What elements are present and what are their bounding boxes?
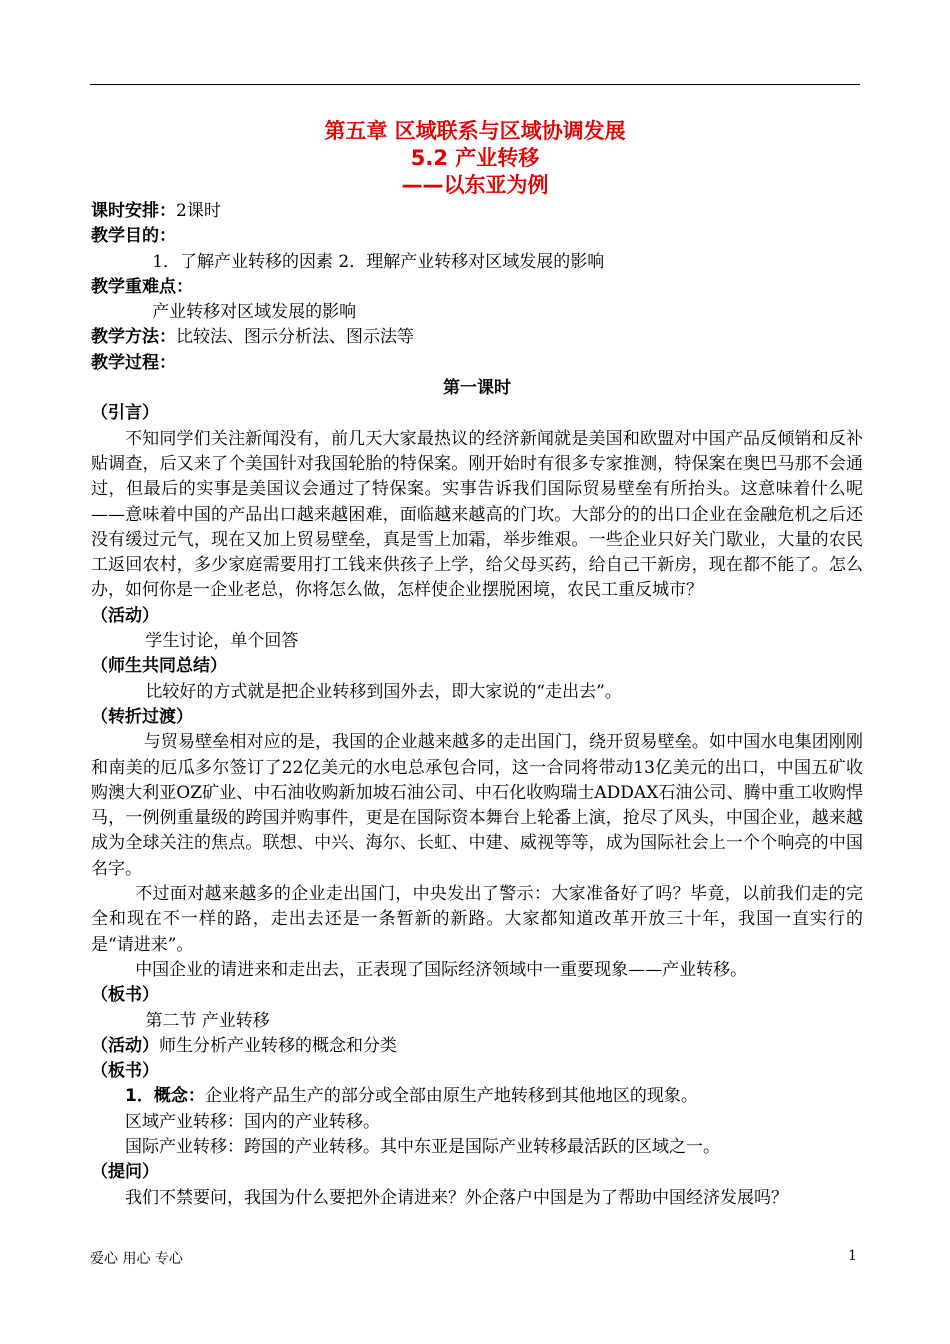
intro-text: 不知同学们关注新闻没有，前几天大家最热议的经济新闻就是美国和欧盟对中国产品反倾销和反补贴调查，后又来了个美国针对我国轮胎的特保案。刚开始时有很多专家推测，特保案在奥巴马那不会通过，但最后的实事是美国议会通过了特保案。实事告诉我们国际贸易壁垒有所抬头。这意味着什么呢——意味着中国的产品出口越来越困难，面临越来越高的门坎。大部分的的出口企业在金融危机之后还没有缓过元气，现在又加上贸易壁垒，真是雪上加霜，举步维艰。一些企业只好关门歇业，大量的农民工返回农村，多少家庭需要用打工钱来供孩子上学，给父母买药，给自己干新房，现在都不能了。怎么办，如何你是一企业老总，你将怎么做，怎样使企业摆脱困境，农民工重反城市？ (91, 428, 863, 601)
header-rule (90, 84, 860, 85)
board-text: 第二节 产业转移 (145, 1010, 270, 1031)
activity-label: （活动） (91, 605, 159, 626)
hours-value: 2课时 (176, 201, 221, 221)
transition-text-3: 中国企业的请进来和走出去，正表现了国际经济领域中一重要现象——产业转移。 (135, 959, 748, 980)
hours-row (91, 199, 863, 224)
page-number: 1 (848, 1248, 857, 1264)
activity2-text: 师生分析产业转移的概念和分类 (159, 1035, 397, 1056)
focus-label: 教学重难点： (91, 276, 193, 297)
method-row (91, 325, 863, 350)
intro-label: （引言） (91, 403, 159, 424)
concept-label: 1．概念： (125, 1086, 205, 1107)
chapter-title: 第五章 区域联系与区域协调发展 (324, 119, 626, 143)
document-body (91, 199, 863, 1211)
activity2-label: （活动） (91, 1035, 159, 1056)
concept-row (91, 1084, 863, 1109)
method-text: 比较法、图示分析法、图示法等 (176, 327, 414, 348)
section-subtitle: ——以东亚为例 (401, 173, 549, 197)
transition-label: （转折过渡） (91, 706, 193, 727)
summary-text: 比较好的方式就是把企业转移到国外去，即大家说的“走出去”。 (145, 681, 622, 702)
activity2-row (91, 1034, 863, 1059)
summary-label: （师生共同总结） (91, 656, 227, 677)
question-text: 我们不禁要问，我国为什么要把外企请进来？外企落户中国是为了帮助中国经济发展吗？ (125, 1187, 788, 1208)
transition-text-1: 与贸易壁垒相对应的是，我国的企业越来越多的走出国门，绕开贸易壁垒。如中国水电集团刚刚和南美的厄瓜多尔签订了22亿美元的水电总承包合同，这一合同将带动13亿美元的出口，中国五矿收购澳大利亚OZ矿业、中石油收购新加坡石油公司、中石化收购瑞士ADDAX石油公司、腾中重工收购悍马，一例例重量级的跨国并购事件，更是在国际资本舞台上轮番上演，抢尽了风头，中国企业，越来越成为全球关注的焦点。联想、中兴、海尔、长虹、中建、威视等等，成为国际社会上一个个响亮的中国名字。 (91, 732, 863, 879)
hours-label: 课时安排： (91, 201, 176, 221)
question-label: （提问） (91, 1162, 159, 1183)
process-label: 教学过程： (91, 352, 176, 373)
goals-text: 1．了解产业转移的因素 2．理解产业转移对区域发展的影响 (152, 251, 605, 272)
focus-text: 产业转移对区域发展的影响 (152, 302, 357, 323)
activity-text: 学生讨论，单个回答 (145, 631, 299, 652)
concept-text: 企业将产品生产的部分或全部由原生产地转移到其他地区的现象。 (204, 1086, 698, 1107)
board2-label: （板书） (91, 1061, 159, 1082)
regional-transfer: 区域产业转移：国内的产业转移。 (125, 1111, 380, 1132)
board-label: （板书） (91, 985, 159, 1006)
method-label: 教学方法： (91, 327, 176, 348)
title-block (90, 118, 860, 199)
goals-label: 教学目的： (91, 226, 176, 247)
period-title: 第一课时 (443, 378, 511, 399)
footer-motto: 爱心 用心 专心 (90, 1251, 183, 1267)
international-transfer: 国际产业转移：跨国的产业转移。其中东亚是国际产业转移最活跃的区域之一。 (125, 1136, 720, 1157)
section-title: 5.2 产业转移 (410, 146, 540, 170)
transition-text-2: 不过面对越来越多的企业走出国门，中央发出了警示：大家准备好了吗？毕竟，以前我们走的完全和现在不一样的路，走出去还是一条暂新的新路。大家都知道改革开放三十年，我国一直实行的是“请进来”。 (91, 884, 863, 955)
